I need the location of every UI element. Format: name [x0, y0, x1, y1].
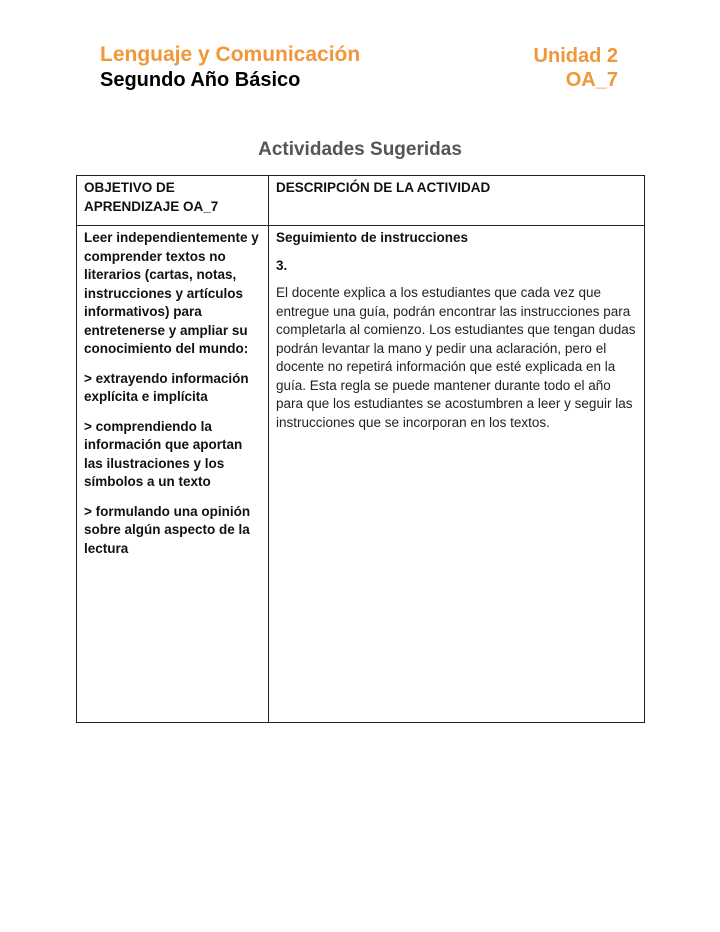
grade-title: Segundo Año Básico — [100, 69, 301, 91]
objective-paragraph: Leer independientemente y comprender textos no literarios (cartas, notas, instrucciones y artículos informativos) para entretenerse y ampliar su conocimiento del mundo: — [84, 230, 259, 356]
objective-cell — [77, 226, 269, 723]
objective-paragraph: > extrayendo información explícita e implícita — [84, 370, 249, 404]
description-header: DESCRIPCIÓN DE LA ACTIVIDAD — [269, 176, 645, 226]
table-row — [77, 226, 645, 723]
header-right — [534, 44, 618, 92]
subject-title: Lenguaje y Comunicación — [100, 43, 361, 66]
activity-number: 3. — [276, 257, 288, 273]
header-left — [100, 42, 360, 92]
objective-paragraph: > formulando una opinión sobre algún aspecto de la lectura — [84, 503, 251, 556]
oa-code-label: OA_7 — [565, 69, 618, 91]
activity-title: Seguimiento de instrucciones — [276, 230, 469, 245]
unit-label: Unidad 2 — [533, 45, 618, 67]
table-header-row — [77, 176, 645, 226]
objective-header: OBJETIVO DE APRENDIZAJE OA_7 — [77, 176, 269, 226]
activity-text: El docente explica a los estudiantes que cada vez que entregue una guía, podrán encontrar las instrucciones para completarla al comienzo. Los estudiantes que tengan dudas podrán levantar la mano y pedir una aclaración, pero el docente no repetirá información que esté explicada en la guía. Esta regla se puede mantener durante todo el año para que los estudiantes se acostumbren a leer y seguir las instrucciones que se incorporan en los textos. — [276, 285, 636, 430]
section-title: Actividades Sugeridas — [258, 139, 462, 160]
objective-paragraph: > comprendiendo la información que aportan las ilustraciones y los símbolos a un texto — [84, 418, 243, 489]
activities-table — [76, 175, 645, 723]
description-cell — [269, 226, 645, 723]
